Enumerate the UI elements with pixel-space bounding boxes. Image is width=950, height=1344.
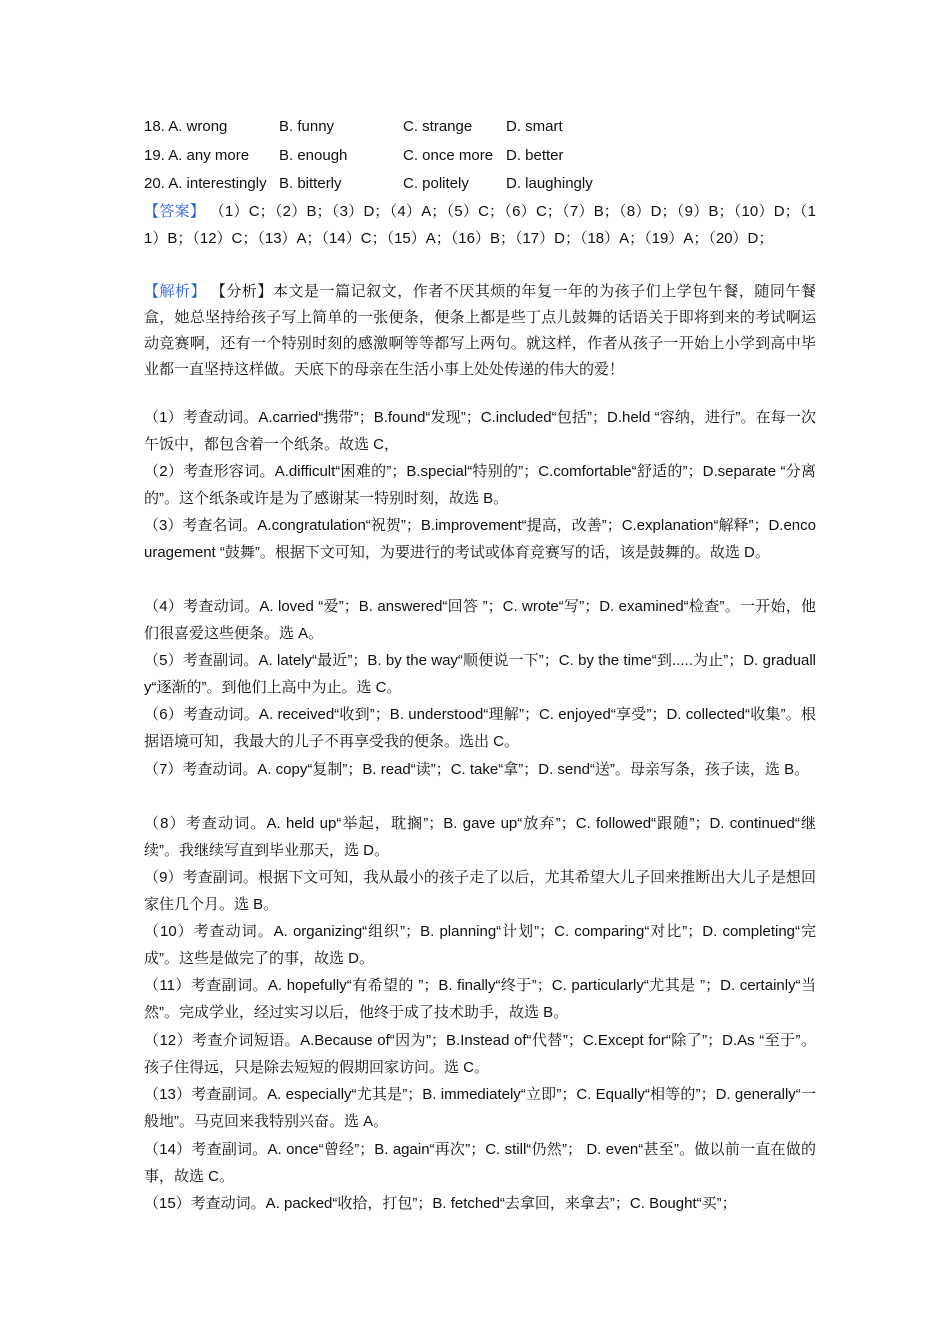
option-a: 20. A. interestingly — [144, 175, 267, 192]
answer-tag: 【答案】 — [144, 203, 206, 220]
option-d: D. better — [506, 147, 564, 164]
note-12: （12）考查介词短语。A.Because of“因为”；B.Instead of“代替”；C.Except for“除了”；D.As “至于”。孩子住得远，只是除去短短的假期回家访问。选 C。 — [144, 1032, 816, 1076]
option-b: B. funny — [279, 118, 335, 135]
analysis-text: 【分析】本文是一篇记叙文，作者不厌其烦的年复一年的为孩子们上学包午餐，随同午餐盒，她总坚持给孩子写上简单的一张便条，便条上都是些丁点儿鼓舞的话语关于即将到来的考试啊运动竞赛啊，还有一个特别时刻的感激啊等等都写上两句。就这样，作者从孩子一开始上小学到高中毕业都一直坚持这样做。天底下的母亲在生活小事上处处传递的伟大的爱！ — [144, 283, 816, 378]
option-d: D. laughingly — [506, 175, 593, 192]
analysis-paragraph — [144, 279, 816, 383]
note-1: （1）考查动词。A.carried“携带”；B.found“发现”；C.included“包括”；D.held “容纳，进行”。在每一次午饭中，都包含着一个纸条。故选 C， — [144, 409, 816, 453]
note-11: （11）考查副词。A. hopefully“有希望的 ”；B. finally“终于”；C. particularly“尤其是 ”；D. certainly“当然”。完成学业，经过实习以后，他终于成了技术助手，故选 B。 — [144, 977, 816, 1021]
option-c: C. strange — [403, 118, 473, 135]
note-5: （5）考查副词。A. lately“最近”；B. by the way“顺便说一下”；C. by the time“到.....为止”；D. gradually“逐渐的”。到他们上高中为止。选 C。 — [144, 652, 816, 696]
option-c: C. once more — [403, 147, 494, 164]
note-15: （15）考查动词。A. packed“收拾，打包”；B. fetched“去拿回，来拿去”；C. Bought“买”； — [144, 1195, 737, 1212]
note-3: （3）考查名词。A.congratulation“祝贺”；B.improvement“提高，改善”；C.explanation“解释”；D.encouragement “鼓舞”。根据下文可知，为要进行的考试或体育竞赛写的话，该是鼓舞的。故选 D。 — [144, 517, 816, 561]
analysis-tag: 【解析】 — [144, 283, 207, 300]
option-b: B. enough — [279, 147, 348, 164]
option-d: D. smart — [506, 118, 563, 135]
note-13: （13）考查副词。A. especially“尤其是”；B. immediately“立即”；C. Equally“相等的”；D. generally“一般地”。马克回来我特别兴奋。选 A。 — [144, 1086, 816, 1130]
option-b: B. bitterly — [279, 175, 342, 192]
answer-text: （1）C；（2）B；（3）D；（4）A；（5）C；（6）C；（7）B；（8）D；（9）B；（10）D；（11）B；（12）C；（13）A；（14）C；（15）A；（16）B；（17）D；（18）A；（19）A；（20）D； — [144, 203, 816, 247]
note-4: （4）考查动词。A. loved “爱”；B. answered“回答 ”；C. wrote“写”；D. examined“检查”。一开始，他们很喜爱这些便条。选 A。 — [144, 598, 816, 642]
note-14: （14）考查副词。A. once“曾经”；B. again“再次”；C. still“仍然”； D. even“甚至”。做以前一直在做的事，故选 C。 — [144, 1141, 816, 1185]
option-a: 18. A. wrong — [144, 118, 228, 135]
note-8: （8）考查动词。A. held up“举起，耽搁”；B. gave up“放弃”；C. followed“跟随”；D. continued“继续”。我继续写直到毕业那天，选 D。 — [144, 815, 816, 859]
note-6: （6）考查动词。A. received“收到”；B. understood“理解”；C. enjoyed“享受”；D. collected“收集”。根据语境可知，我最大的儿子不再享受我的便条。选出 C。 — [144, 706, 816, 750]
note-2: （2）考查形容词。A.difficult“困难的”；B.special“特别的”；C.comfortable“舒适的”；D.separate “分离的”。这个纸条或许是为了感谢某一特别时刻，故选 B。 — [144, 463, 816, 507]
option-a: 19. A. any more — [144, 147, 250, 164]
option-c: C. politely — [403, 175, 469, 192]
note-7: （7）考查动词。A. copy“复制”；B. read“读”；C. take“拿”；D. send“送”。母亲写条，孩子读，选 B。 — [144, 761, 810, 778]
note-10: （10）考查动词。A. organizing“组织”；B. planning“计划”；C. comparing“对比”；D. completing“完成”。这些是做完了的事，故选 D。 — [144, 923, 816, 967]
note-9: （9）考查副词。根据下文可知，我从最小的孩子走了以后，尤其希望大儿子回来推断出大儿子是想回家住几个月。选 B。 — [144, 869, 816, 913]
answer-paragraph — [144, 198, 816, 252]
